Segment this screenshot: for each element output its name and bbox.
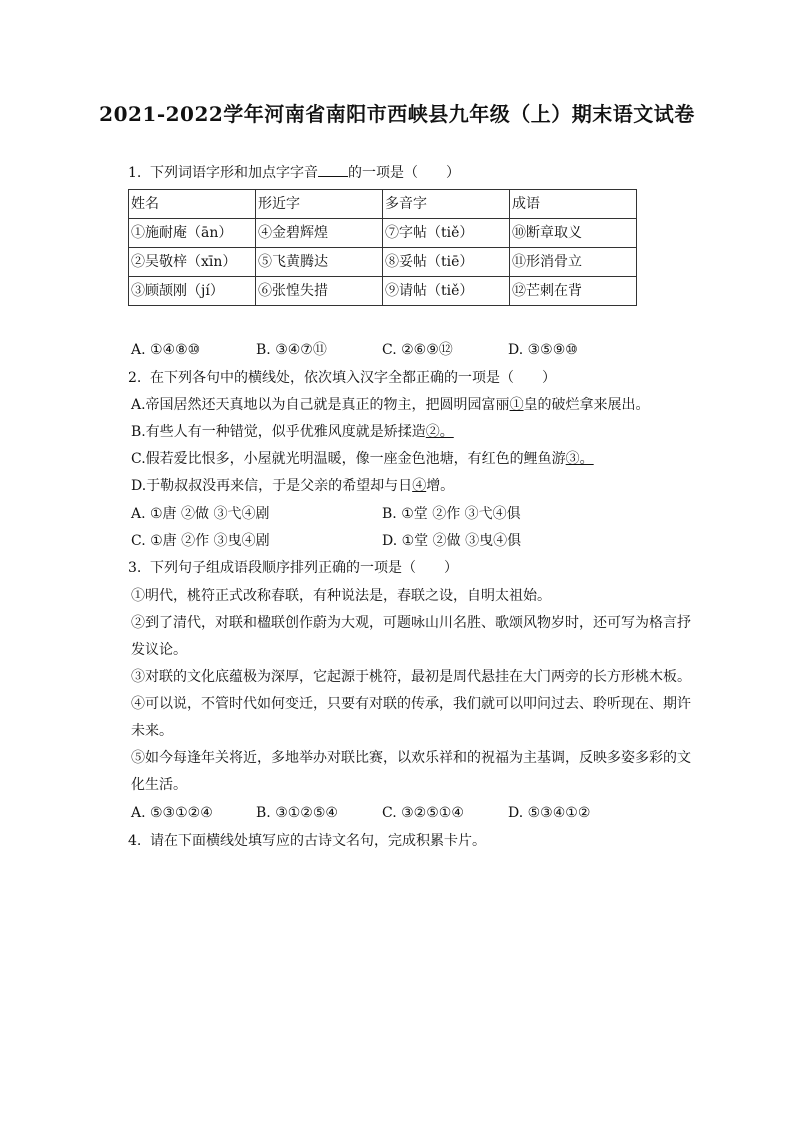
question-2-sentence-b: B.有些人有一种错觉，似乎优雅风度就是矫揉造②。 <box>131 424 454 440</box>
question-2-stem: 2. 在下列各句中的横线处，依次填入汉字全都正确的一项是（ ） <box>128 370 556 386</box>
question-3-option-b[interactable]: B. ③①②⑤④ <box>256 805 338 821</box>
question-3-option-d[interactable]: D. ⑤③④①② <box>508 805 591 821</box>
table-row <box>129 219 637 248</box>
question-3-sentence-4: ④可以说，不管时代如何变迁，只要有对联的传承，我们就可以叩问过去、聆听现在、期许 <box>131 696 691 712</box>
table-header-cell: 多音字 <box>383 190 510 219</box>
table-row <box>129 248 637 277</box>
table-cell: ②吴敬梓（xīn） <box>129 248 256 277</box>
exam-title: 2021-2022学年河南省南阳市西峡县九年级（上）期末语文试卷 <box>99 102 695 126</box>
question-3-option-a[interactable]: A. ⑤③①②④ <box>131 805 213 821</box>
answer-blank <box>318 163 348 177</box>
question-3-sentence-5: ⑤如今每逢年关将近，多地举办对联比赛，以欢乐祥和的祝福为主基调，反映多姿多彩的文 <box>131 750 691 766</box>
table-row <box>129 277 637 306</box>
question-2-sentence-a: A.帝国居然还天真地以为自己就是真正的物主，把圆明园富丽①皇的破烂拿来展出。 <box>131 397 650 413</box>
blank-marker: ④ <box>412 478 427 494</box>
question-2-sentence-d: D.于勒叔叔没再来信，于是父亲的希望却与日④增。 <box>131 478 455 494</box>
question-1-option-c[interactable]: C. ②⑥⑨⑫ <box>382 342 453 358</box>
table-cell: ③顾颉刚（jí） <box>129 277 256 306</box>
table-header-row <box>129 190 637 219</box>
question-1-table <box>128 189 637 306</box>
blank-marker: ① <box>509 397 524 413</box>
table-cell: ⑧妥帖（tiē） <box>383 248 510 277</box>
table-cell: ⑥张惶失措 <box>256 277 383 306</box>
question-number: 1. <box>128 165 142 181</box>
table-cell: ④金碧辉煌 <box>256 219 383 248</box>
question-1-option-b[interactable]: B. ③④⑦⑪ <box>256 342 327 358</box>
question-3-stem: 3. 下列句子组成语段顺序排列正确的一项是（ ） <box>128 560 458 576</box>
table-cell: ⑨请帖（tiě） <box>383 277 510 306</box>
question-3-sentence-5-cont: 化生活。 <box>131 777 187 793</box>
question-3-sentence-2-cont: 发议论。 <box>131 642 187 658</box>
question-1-option-a[interactable]: A. ①④⑧⑩ <box>131 342 201 358</box>
question-number: 4. <box>128 833 142 849</box>
blank-marker: ③。 <box>565 451 594 467</box>
question-number: 3. <box>128 560 142 576</box>
question-3-option-c[interactable]: C. ③②⑤①④ <box>382 805 464 821</box>
question-3-sentence-4-cont: 未来。 <box>131 723 173 739</box>
question-2-sentence-c: C.假若爱比恨多，小屋就光明温暖，像一座金色池塘，有红色的鲤鱼游③。 <box>131 451 594 467</box>
blank-marker: ②。 <box>425 424 454 440</box>
table-header-cell: 姓名 <box>129 190 256 219</box>
question-number: 2. <box>128 370 142 386</box>
question-4-stem: 4. 请在下面横线处填写应的古诗文名句，完成积累卡片。 <box>128 833 486 849</box>
table-header-cell: 成语 <box>510 190 637 219</box>
table-cell: ⑩断章取义 <box>510 219 637 248</box>
question-2-option-c[interactable]: C. ①唐 ②作 ③曳④剧 <box>131 533 270 549</box>
question-3-sentence-2: ②到了清代，对联和楹联创作蔚为大观，可题咏山川名胜、歌颂风物岁时，还可写为格言抒 <box>131 615 691 631</box>
question-1-stem: 1. 下列词语字形和加点字字音 的一项是（ ） <box>128 165 460 181</box>
question-3-sentence-3: ③对联的文化底蕴极为深厚，它起源于桃符，最初是周代悬挂在大门两旁的长方形桃木板。 <box>131 669 691 685</box>
table-cell: ⑫芒刺在背 <box>510 277 637 306</box>
question-3-sentence-1: ①明代，桃符正式改称春联，有种说法是，春联之设，自明太祖始。 <box>131 588 551 604</box>
question-2-option-b[interactable]: B. ①堂 ②作 ③弋④俱 <box>382 506 521 522</box>
question-1-option-d[interactable]: D. ③⑤⑨⑩ <box>508 342 578 358</box>
table-header-cell: 形近字 <box>256 190 383 219</box>
table-cell: ⑪形消骨立 <box>510 248 637 277</box>
table-cell: ⑤飞黄腾达 <box>256 248 383 277</box>
question-2-option-a[interactable]: A. ①唐 ②做 ③弋④剧 <box>131 506 270 522</box>
question-2-option-d[interactable]: D. ①堂 ②做 ③曳④俱 <box>382 533 522 549</box>
table-cell: ⑦字帖（tiě） <box>383 219 510 248</box>
table-cell: ①施耐庵（ān） <box>129 219 256 248</box>
